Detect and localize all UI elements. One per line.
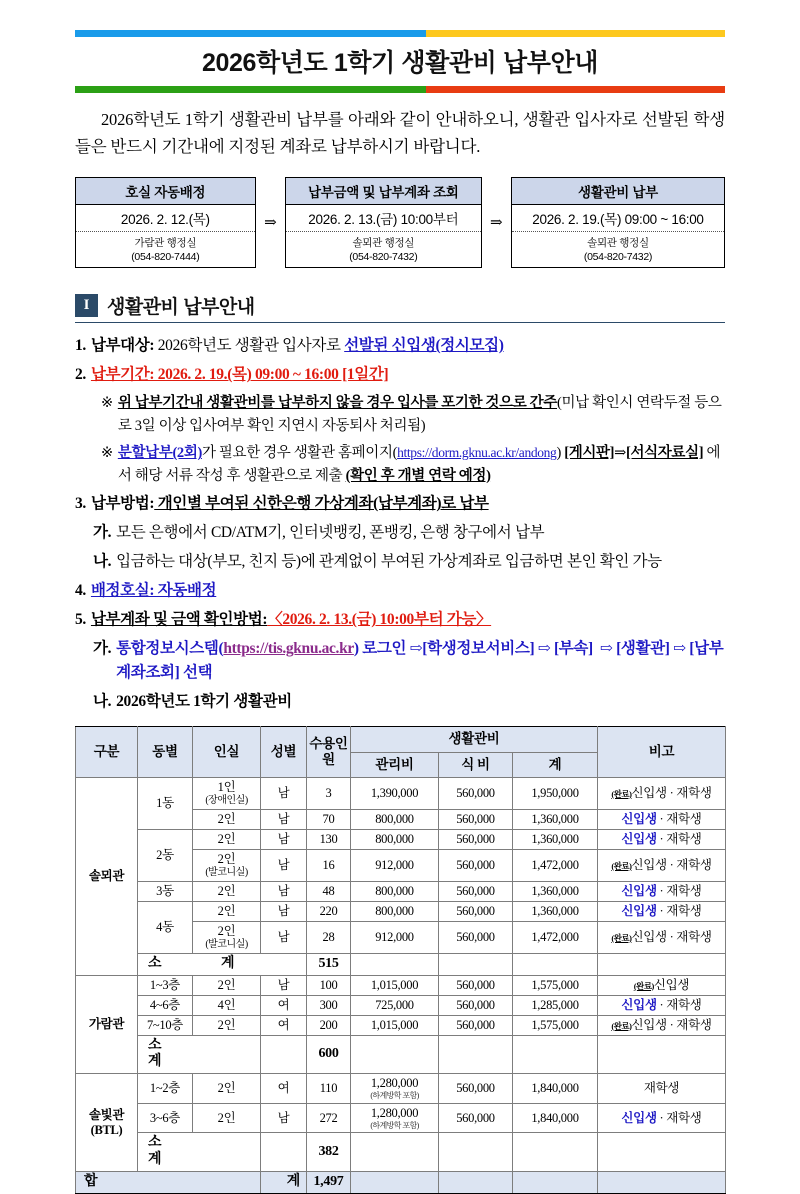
note2-arrow-icon: ⇒ <box>614 445 626 462</box>
remark-new-badge: 신입생 <box>621 811 657 826</box>
room-type-value: 2인 <box>217 923 236 938</box>
remark-rest: 신입생 · 재학생 <box>631 929 712 944</box>
meal-cell: 560,000 <box>439 1103 513 1133</box>
capacity-cell: 272 <box>307 1103 351 1133</box>
room-type-cell: 2인 <box>193 1103 261 1133</box>
list-item-room <box>75 579 725 603</box>
gender-cell: 남 <box>261 777 307 809</box>
bar-segment-green <box>75 86 426 93</box>
remark-cell <box>598 881 726 901</box>
meal-cell: 560,000 <box>439 809 513 829</box>
flow-step-title: 생활관비 납부 <box>512 178 724 205</box>
flow-step-date: 2026. 2. 13.(금) 10:00부터 <box>286 205 480 232</box>
remark-done-badge: (완료) <box>633 980 654 991</box>
item5a-after-url: ) 로그인 <box>353 640 410 658</box>
room-type-value: 1인 <box>217 779 236 794</box>
building-cell: 1~2층 <box>138 1074 193 1104</box>
arrow-right-icon: ⇨ <box>673 640 686 658</box>
note-marker: ※ <box>101 445 113 462</box>
section-payment-guide <box>75 292 725 323</box>
room-type-cell: 2인 <box>193 809 261 829</box>
subtotal-gender <box>261 1133 307 1172</box>
col-header-capacity: 수용인원 <box>307 727 351 777</box>
intro-paragraph: 2026학년도 1학기 생활관비 납부를 아래와 같이 안내하오니, 생활관 입사자로 선발된 학생들은 반드시 기간내에 지정된 계좌로 납부하시기 바랍니다. <box>75 110 725 156</box>
room-type-cell: 2인 <box>193 881 261 901</box>
item1-highlight: 선발된 신입생(정시모집) <box>344 337 504 355</box>
flow-step-tel: (054-820-7432) <box>349 251 418 264</box>
flow-arrow-icon: ⇒ <box>264 215 277 232</box>
room-type-cell: 2인 <box>193 829 261 849</box>
subtotal-total <box>513 1133 598 1172</box>
group-name-sub: (BTL) <box>90 1122 123 1137</box>
building-cell: 1~3층 <box>138 975 193 995</box>
subtotal-remark <box>598 1035 726 1074</box>
remark-cell <box>598 975 726 995</box>
table-row <box>76 1103 726 1133</box>
flow-step-tel: (054-820-7444) <box>131 251 200 264</box>
room-type-cell <box>193 849 261 881</box>
flow-step-payment <box>511 177 725 268</box>
grand-total-total <box>513 1172 598 1194</box>
remark-done-badge: (완료) <box>611 860 632 871</box>
total-cell: 1,360,000 <box>513 881 598 901</box>
remark-rest: · 재학생 <box>656 831 702 846</box>
payment-flow <box>75 177 725 268</box>
flow-step-date: 2026. 2. 12.(목) <box>76 205 255 232</box>
item5-date-note: 〈2026. 2. 13.(금) 10:00부터 가능〉 <box>267 611 492 629</box>
remark-rest: · 재학생 <box>656 997 702 1012</box>
flow-step-place: 솔뫼관 행정실 <box>587 237 649 250</box>
list-item-body <box>91 334 725 358</box>
title-block <box>75 30 725 93</box>
room-type-cell: 4인 <box>193 995 261 1015</box>
item3-text: 개인별 부여된 신한은행 가상계좌(납부계좌)로 납부 <box>154 495 489 513</box>
flow-arrow-icon: ⇒ <box>489 215 503 232</box>
item1-label: 납부대상: <box>90 337 155 355</box>
flow-step-place: 솔뫼관 행정실 <box>352 237 415 250</box>
table-row <box>76 995 726 1015</box>
list-item-target <box>75 334 725 358</box>
remark-rest: 신입생 · 재학생 <box>631 785 712 800</box>
building-cell: 2동 <box>138 829 193 881</box>
note2-mid1: 가 필요한 경우 생활관 홈페이지( <box>201 445 398 462</box>
flow-step-title: 납부금액 및 납부계좌 조회 <box>286 178 480 205</box>
title-bar-top <box>75 30 725 37</box>
subtotal-meal <box>439 1133 513 1172</box>
meal-cell: 560,000 <box>439 975 513 995</box>
meal-cell: 560,000 <box>439 1074 513 1104</box>
remark-new-badge: 신입생 <box>621 1110 657 1125</box>
table-subtotal-row <box>76 953 726 975</box>
capacity-cell: 3 <box>307 777 351 809</box>
item5a-system: 통합정보시스템( <box>116 640 224 658</box>
capacity-cell: 130 <box>307 829 351 849</box>
dormitory-fee-table <box>75 726 726 1193</box>
subtotal-remark <box>598 953 726 975</box>
capacity-cell: 48 <box>307 881 351 901</box>
grand-total-remark <box>598 1172 726 1194</box>
meal-cell: 560,000 <box>439 777 513 809</box>
arrow-right-icon: ⇨ <box>409 640 423 658</box>
bar-segment-red <box>426 86 725 93</box>
table-row <box>76 975 726 995</box>
grand-total-capacity: 1,497 <box>307 1172 351 1194</box>
management-cell: 912,000 <box>351 849 439 881</box>
remark-rest: · 재학생 <box>656 883 702 898</box>
list-item-body: 모든 은행에서 CD/ATM기, 인터넷뱅킹, 폰뱅킹, 은행 창구에서 납부 <box>116 524 545 542</box>
grand-total-gye: 계 <box>261 1172 307 1194</box>
section-number-badge: I <box>75 294 98 317</box>
list-item-fee-table-caption <box>93 690 725 714</box>
section-title: 생활관비 납부안내 <box>107 297 255 319</box>
gender-cell: 남 <box>261 901 307 921</box>
total-cell: 1,360,000 <box>513 809 598 829</box>
item2-text: 납부기간: 2026. 2. 19.(목) 09:00 ~ 16:00 [1일간] <box>90 366 389 384</box>
total-cell: 1,472,000 <box>513 849 598 881</box>
remark-cell <box>598 777 726 809</box>
note2-mid2: ) <box>556 445 565 462</box>
list-marker: 가. <box>93 524 112 542</box>
remark-cell <box>598 849 726 881</box>
management-cell: 725,000 <box>351 995 439 1015</box>
item4-text: 배정호실: 자동배정 <box>90 582 217 600</box>
building-cell: 3동 <box>138 881 193 901</box>
remark-cell <box>598 809 726 829</box>
management-cell <box>351 1103 439 1133</box>
bar-segment-yellow <box>426 30 725 37</box>
note2-tail: (확인 후 개별 연락 예정) <box>345 467 491 484</box>
list-marker: 3. <box>75 495 86 513</box>
room-type-cell: 2인 <box>193 1074 261 1104</box>
remark-rest: · 재학생 <box>656 903 702 918</box>
subtotal-total <box>513 1035 598 1074</box>
room-type-note: (발코니실) <box>205 938 248 950</box>
management-note: (하계방학 포함) <box>370 1091 419 1101</box>
item3-label: 납부방법: <box>90 495 155 513</box>
gender-cell: 남 <box>261 921 307 953</box>
remark-rest: 신입생 <box>653 977 690 992</box>
item5-label: 납부계좌 및 금액 확인방법: <box>90 611 268 629</box>
building-cell: 4동 <box>138 901 193 953</box>
room-type-note: (장애인실) <box>205 794 248 806</box>
remark-rest: · 재학생 <box>656 1110 702 1125</box>
group-name-main: 솔빛관 <box>88 1107 125 1122</box>
capacity-cell: 16 <box>307 849 351 881</box>
list-item-body <box>91 579 725 603</box>
gender-cell: 여 <box>261 1015 307 1035</box>
table-row <box>76 881 726 901</box>
subtotal-meal <box>439 953 513 975</box>
remark-cell: 재학생 <box>598 1074 726 1104</box>
management-cell: 1,015,000 <box>351 1015 439 1035</box>
table-row <box>76 829 726 849</box>
remark-rest: 신입생 · 재학생 <box>631 857 712 872</box>
management-value: 1,280,000 <box>370 1076 419 1091</box>
room-type-cell: 2인 <box>193 901 261 921</box>
capacity-cell: 28 <box>307 921 351 953</box>
subtotal-meal <box>439 1035 513 1074</box>
dorm-homepage-link[interactable]: https://dorm.gknu.ac.kr/andong <box>397 445 557 461</box>
remark-new-badge: 신입생 <box>621 883 657 898</box>
arrow-right-icon: ⇨ <box>537 640 551 658</box>
list-item-method-b <box>93 550 725 574</box>
management-cell: 800,000 <box>351 901 439 921</box>
list-marker: 4. <box>75 582 86 600</box>
list-item-period <box>75 363 725 387</box>
subtotal-label: 소 계 <box>138 953 307 975</box>
grand-total-meal <box>439 1172 513 1194</box>
group-name-solbit <box>76 1074 138 1172</box>
list-item-body <box>91 492 725 516</box>
table-subtotal-row <box>76 1133 726 1172</box>
meal-cell: 560,000 <box>439 849 513 881</box>
management-cell: 800,000 <box>351 881 439 901</box>
subtotal-gender <box>261 1035 307 1074</box>
subtotal-label: 소 계 <box>138 1133 261 1172</box>
management-cell: 800,000 <box>351 829 439 849</box>
subtotal-capacity: 515 <box>307 953 351 975</box>
management-cell: 912,000 <box>351 921 439 953</box>
note2-mid3: 에서 해당 서류 작성 후 생활관으로 제출 <box>117 445 721 484</box>
capacity-cell: 220 <box>307 901 351 921</box>
gender-cell: 남 <box>261 1103 307 1133</box>
table-head <box>76 727 726 777</box>
remark-new-badge: 신입생 <box>621 903 657 918</box>
room-type-cell <box>193 921 261 953</box>
col-header-group: 구분 <box>76 727 138 777</box>
subtotal-total <box>513 953 598 975</box>
note-marker: ※ <box>101 395 113 412</box>
room-type-cell: 2인 <box>193 975 261 995</box>
note1-tail: (미납 확인시 연락두절 등으로 3일 이상 입사여부 확인 지연시 자동퇴사 처리됨) <box>117 395 722 434</box>
grand-total-management <box>351 1172 439 1194</box>
gender-cell: 여 <box>261 995 307 1015</box>
remark-cell <box>598 829 726 849</box>
meal-cell: 560,000 <box>439 829 513 849</box>
subtotal-management <box>351 1035 439 1074</box>
group-name-solmoe: 솔뫼관 <box>76 777 138 975</box>
remark-rest: · 재학생 <box>656 811 702 826</box>
col-header-management: 관리비 <box>351 752 439 777</box>
remark-done-badge: (완료) <box>611 1020 632 1031</box>
subtotal-capacity: 600 <box>307 1035 351 1074</box>
management-cell: 1,015,000 <box>351 975 439 995</box>
subtotal-label: 소 계 <box>138 1035 261 1074</box>
remark-done-badge: (완료) <box>611 932 632 943</box>
table-row <box>76 1074 726 1104</box>
col-header-gender: 성별 <box>261 727 307 777</box>
list-item-method-a <box>93 521 725 545</box>
capacity-cell: 100 <box>307 975 351 995</box>
note2-board: [게시판] <box>564 445 615 462</box>
group-name-garam: 가람관 <box>76 975 138 1074</box>
document-page <box>0 30 800 1194</box>
guide-list <box>75 334 725 714</box>
meal-cell: 560,000 <box>439 995 513 1015</box>
meal-cell: 560,000 <box>439 881 513 901</box>
arrow-right-icon: ⇨ <box>599 640 613 658</box>
note-body <box>118 442 725 487</box>
room-type-value: 2인 <box>217 851 236 866</box>
section-header <box>75 292 725 319</box>
meal-cell: 560,000 <box>439 921 513 953</box>
flow-step-room-assignment <box>75 177 256 268</box>
list-item-body <box>116 637 725 685</box>
list-item-body: 입금하는 대상(부모, 친지 등)에 관계없이 부여된 가상계좌로 입금하면 본인 확인 가능 <box>116 553 662 571</box>
list-item-body <box>91 363 725 387</box>
list-marker: 2. <box>75 366 86 384</box>
list-item-method <box>75 492 725 516</box>
page-title: 2026학년도 1학기 생활관비 납부안내 <box>202 49 598 77</box>
building-cell: 3~6층 <box>138 1103 193 1133</box>
col-header-total: 계 <box>513 752 598 777</box>
remark-cell <box>598 1015 726 1035</box>
table-row <box>76 901 726 921</box>
management-cell <box>351 1074 439 1104</box>
grand-total-label: 합 <box>76 1172 261 1194</box>
col-header-fee-group: 생활관비 <box>351 727 598 752</box>
tis-portal-link[interactable]: https://tis.gknu.ac.kr <box>223 640 354 658</box>
gender-cell: 남 <box>261 849 307 881</box>
management-note: (하계방학 포함) <box>370 1120 419 1130</box>
note-nonpayment <box>101 392 725 437</box>
list-marker: 5. <box>75 611 86 629</box>
table-caption: 2026학년도 1학기 생활관비 <box>116 693 292 711</box>
note2-lead: 분할납부(2회) <box>117 445 202 462</box>
building-cell: 7~10층 <box>138 1015 193 1035</box>
building-cell: 4~6층 <box>138 995 193 1015</box>
management-value: 1,280,000 <box>370 1105 419 1120</box>
remark-cell <box>598 995 726 1015</box>
list-item-body <box>116 690 725 714</box>
remark-new-badge: 신입생 <box>621 997 657 1012</box>
room-type-cell <box>193 777 261 809</box>
meal-cell: 560,000 <box>439 901 513 921</box>
note2-forms: [서식자료실] <box>625 445 704 462</box>
subtotal-capacity: 382 <box>307 1133 351 1172</box>
flow-step-amount-lookup <box>285 177 481 268</box>
item5a-step1: [학생정보서비스] <box>422 640 535 658</box>
table-row <box>76 1015 726 1035</box>
col-header-remark: 비고 <box>598 727 726 777</box>
gender-cell: 남 <box>261 881 307 901</box>
table-header-row-1 <box>76 727 726 752</box>
note-installment <box>101 442 725 487</box>
title-bar-bottom <box>75 86 725 93</box>
flow-step-tel: (054-820-7432) <box>583 251 653 264</box>
col-header-building: 동별 <box>138 727 193 777</box>
total-cell: 1,840,000 <box>513 1103 598 1133</box>
total-cell: 1,360,000 <box>513 901 598 921</box>
total-cell: 1,285,000 <box>513 995 598 1015</box>
table-row <box>76 777 726 809</box>
remark-cell <box>598 901 726 921</box>
gender-cell: 남 <box>261 829 307 849</box>
bar-segment-blue <box>75 30 426 37</box>
col-header-meal: 식 비 <box>439 752 513 777</box>
table-subtotal-row <box>76 1035 726 1074</box>
note-body <box>118 392 725 437</box>
item5a-step4: [납부계좌조회] <box>116 640 724 682</box>
remark-rest: 신입생 · 재학생 <box>631 1017 712 1032</box>
management-cell: 800,000 <box>351 809 439 829</box>
capacity-cell: 300 <box>307 995 351 1015</box>
item5a-step3: [생활관] <box>616 640 670 658</box>
total-cell: 1,360,000 <box>513 829 598 849</box>
col-header-room-type: 인실 <box>193 727 261 777</box>
room-type-cell: 2인 <box>193 1015 261 1035</box>
list-item-account-path <box>93 637 725 685</box>
meal-cell: 560,000 <box>439 1015 513 1035</box>
subtotal-remark <box>598 1133 726 1172</box>
note1-bold: 위 납부기간내 생활관비를 납부하지 않을 경우 입사를 포기한 것으로 간주 <box>117 395 557 412</box>
capacity-cell: 110 <box>307 1074 351 1104</box>
item5a-tail: 선택 <box>179 664 213 682</box>
list-item-body <box>91 608 725 632</box>
flow-step-date: 2026. 2. 19.(목) 09:00 ~ 16:00 <box>512 205 724 232</box>
gender-cell: 남 <box>261 975 307 995</box>
remark-cell <box>598 1103 726 1133</box>
building-cell: 1동 <box>138 777 193 829</box>
section-divider <box>75 322 725 323</box>
remark-cell <box>598 921 726 953</box>
total-cell: 1,950,000 <box>513 777 598 809</box>
gender-cell: 남 <box>261 809 307 829</box>
management-cell: 1,390,000 <box>351 777 439 809</box>
list-marker: 1. <box>75 337 86 355</box>
total-cell: 1,575,000 <box>513 975 598 995</box>
room-type-note: (발코니실) <box>205 866 248 878</box>
gender-cell: 여 <box>261 1074 307 1104</box>
item1-plain: 2026학년도 생활관 입사자로 <box>154 337 345 355</box>
total-cell: 1,472,000 <box>513 921 598 953</box>
subtotal-management <box>351 1133 439 1172</box>
list-marker: 나. <box>93 553 112 571</box>
list-item-account-check <box>75 608 725 632</box>
remark-new-badge: 신입생 <box>621 831 657 846</box>
flow-step-title: 호실 자동배정 <box>76 178 255 205</box>
remark-done-badge: (완료) <box>611 788 632 799</box>
list-marker: 나. <box>93 693 112 711</box>
capacity-cell: 70 <box>307 809 351 829</box>
total-cell: 1,575,000 <box>513 1015 598 1035</box>
flow-step-place: 가람관 행정실 <box>134 237 197 250</box>
total-cell: 1,840,000 <box>513 1074 598 1104</box>
item5a-step2: [부속] <box>553 640 593 658</box>
list-marker: 가. <box>93 640 112 658</box>
table-grand-total-row <box>76 1172 726 1194</box>
capacity-cell: 200 <box>307 1015 351 1035</box>
subtotal-management <box>351 953 439 975</box>
